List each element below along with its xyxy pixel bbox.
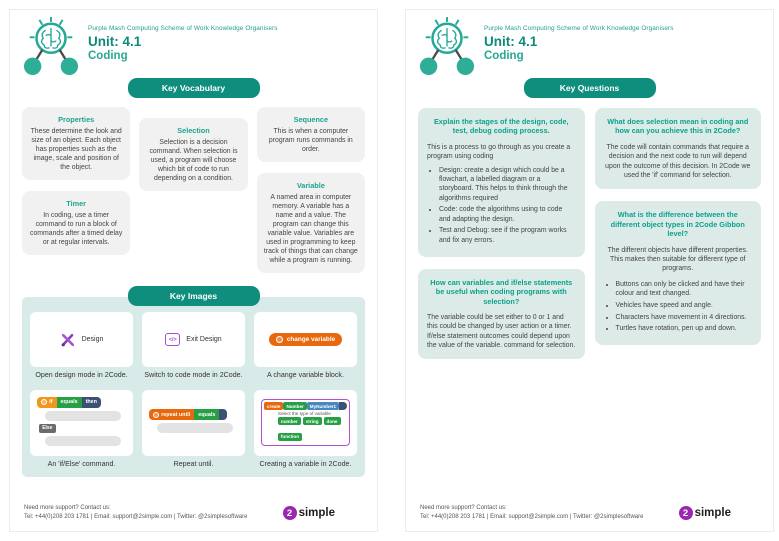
create-variable-blocks — [261, 399, 350, 446]
create-row — [264, 402, 347, 410]
page-vocabulary — [9, 9, 378, 532]
brand-line: Purple Mash Computing Scheme of Work Knowledge Organisers — [484, 25, 674, 32]
image-card-repeat — [142, 390, 245, 469]
page-questions — [405, 9, 774, 532]
support-line-1: Need more support? Contact us: — [420, 504, 507, 511]
image-card-exit-design — [142, 312, 245, 380]
key-images-heading: Key Images — [128, 286, 260, 306]
image-card-change-variable — [254, 312, 357, 380]
support-contact — [420, 504, 643, 523]
brain-logo-icon — [22, 16, 80, 76]
if-row — [37, 397, 101, 408]
image-caption: Creating a variable in 2Code. — [259, 459, 352, 468]
repeat-label: repeat until — [161, 411, 191, 418]
loop-icon — [153, 412, 159, 418]
brain-logo-icon — [418, 16, 476, 76]
dropdown-label: Select the type of variable — [277, 411, 331, 417]
empty-code-slot — [45, 411, 121, 421]
support-line-2: Tel: +44(0)208 203 1781 | Email: support@2simple.com | Twitter: @2simplesoftware — [420, 514, 644, 521]
2simple-logo-circle: 2 — [283, 506, 297, 520]
change-variable-card — [254, 312, 357, 367]
questions-column-2 — [595, 108, 762, 359]
vocab-definition: In coding, use a timer command to run a block of commands after a timed delay or at regular intervals. — [30, 211, 123, 247]
2simple-logo — [679, 506, 731, 520]
vocabulary-grid — [22, 107, 365, 273]
vocab-term: Sequence — [293, 115, 329, 124]
key-images-section — [22, 286, 365, 476]
image-card-design — [30, 312, 133, 380]
page-footer — [418, 504, 761, 525]
if-block — [37, 397, 56, 408]
vocab-term: Variable — [296, 180, 325, 190]
vocab-definition: These determine the look and size of an object. Each object has properties such as the image, scale and position of the object. — [30, 127, 122, 172]
question-card-variables-ifelse — [418, 269, 585, 360]
gear-icon — [41, 399, 47, 405]
create-variable-card — [254, 390, 357, 456]
gear-icon — [276, 336, 283, 343]
image-caption: Repeat until. — [173, 459, 214, 468]
key-questions-heading: Key Questions — [524, 78, 656, 98]
image-caption: Switch to code mode in 2Code. — [144, 371, 243, 380]
vocab-definition: A named area in computer memory. A variable has a name and a value. The program can change this variable value. Variables are used in programming to keep track of things that can change while a program is running. — [263, 193, 358, 265]
questions-grid — [418, 108, 761, 359]
question-card-selection — [595, 108, 762, 189]
repeat-card — [142, 390, 245, 456]
question-body: The variable could be set either to 0 or 1 and this could be changed by user action or a timer. If/else statement outcomes could depend upon the value of the variable. command for selection. — [427, 314, 576, 349]
vocab-column-1 — [22, 107, 130, 273]
vocab-definition: Selection is a decision command. When selection is used, a program will choose which bit of code to run depending on a condition. — [149, 138, 238, 183]
2simple-logo-word: simple — [694, 507, 731, 520]
question-title: How can variables and if/else statements be useful when coding programs with selection? — [430, 277, 573, 306]
question-title: What is the difference between the different object types in 2Code Gibbon level? — [610, 210, 745, 239]
question-card-design-process — [418, 108, 585, 257]
code-brackets-icon: </> — [165, 333, 180, 346]
support-line-1: Need more support? Contact us: — [24, 504, 111, 511]
exit-design-card — [142, 312, 245, 367]
vocab-term: Properties — [58, 115, 95, 124]
bullet-item: • Characters have movement in 4 directions. — [616, 313, 753, 322]
bullet-item: • Vehicles have speed and angle. — [616, 301, 753, 310]
repeat-blocks — [149, 409, 238, 436]
bullet-item: • Test and Debug: see if the program works and fix any errors. — [439, 226, 576, 245]
image-caption: An 'if/Else' command. — [47, 459, 116, 468]
vocab-card-selection — [139, 118, 247, 191]
image-caption: Open design mode in 2Code. — [35, 371, 128, 380]
vocab-definition: This is when a computer program runs commands in order. — [268, 127, 353, 153]
bullet-item: • Design: create a design which could be a flowchart, a labelled diagram or a storyboard. This helps to think through the algorithms required — [439, 166, 576, 203]
design-label: Design — [81, 336, 104, 344]
option-number: number — [278, 417, 301, 425]
then-block: then — [82, 397, 101, 408]
vocab-card-sequence — [257, 107, 365, 162]
2simple-logo-word: simple — [298, 507, 335, 520]
if-else-blocks — [37, 397, 126, 449]
if-else-card — [30, 390, 133, 456]
image-card-if-else — [30, 390, 133, 469]
image-caption: A change variable block. — [267, 371, 344, 380]
question-card-object-types — [595, 201, 762, 345]
bullet-item: • Code: code the algorithms using to code and adapting the design. — [439, 205, 576, 224]
vocab-column-3 — [257, 107, 365, 273]
design-mode-card — [30, 312, 133, 367]
create-block: create — [264, 402, 284, 410]
support-contact — [24, 504, 247, 523]
question-title: What does selection mean in coding and how can you achieve this in 2Code? — [607, 117, 749, 136]
dropdown-options-row — [278, 417, 347, 425]
2simple-logo — [283, 506, 335, 520]
page-footer — [22, 504, 365, 525]
change-variable-block — [269, 333, 342, 346]
option-string: string — [303, 417, 322, 425]
2simple-logo-circle: 2 — [679, 506, 693, 520]
if-label: if — [49, 399, 53, 406]
repeat-row — [149, 409, 227, 420]
unit-title: Unit: 4.1 — [88, 34, 142, 49]
block-end-cap — [339, 402, 347, 410]
image-card-create-variable — [254, 390, 357, 469]
page-header — [22, 16, 365, 76]
bullet-item: • Turtles have rotation, pen up and down. — [616, 324, 753, 333]
design-pencil-icon — [60, 332, 76, 348]
bullet-item: • Buttons can only be clicked and have their colour and text changed. — [616, 280, 753, 299]
equals-block: equals — [57, 397, 82, 408]
variable-name-block: MyNumber1 — [307, 402, 339, 410]
unit-title: Unit: 4.1 — [484, 34, 538, 49]
question-bullet-list — [439, 166, 576, 246]
else-block: Else — [39, 424, 55, 433]
vocab-card-variable — [257, 173, 365, 274]
header-text — [88, 25, 278, 62]
key-images-grid — [30, 312, 357, 468]
empty-code-slot — [45, 436, 121, 446]
question-title: Explain the stages of the design, code, test, debug coding process. — [433, 117, 569, 136]
brand-line: Purple Mash Computing Scheme of Work Knowledge Organisers — [88, 25, 278, 32]
question-intro: The different objects have different properties. This makes then suitable for different type of programs. — [607, 246, 748, 273]
empty-code-slot — [157, 423, 233, 433]
option-done: done — [324, 417, 341, 425]
equals-block: equals — [194, 409, 219, 420]
exit-design-label: Exit Design — [186, 336, 222, 344]
vocab-card-properties — [22, 107, 130, 180]
key-images-panel — [22, 297, 365, 476]
page-header — [418, 16, 761, 76]
vocab-term: Timer — [66, 199, 87, 209]
change-variable-label: change variable — [286, 336, 336, 344]
key-vocabulary-heading: Key Vocabulary — [128, 78, 260, 98]
repeat-until-block — [149, 409, 194, 420]
header-text — [484, 25, 674, 62]
vocab-column-2 — [139, 118, 247, 273]
question-intro: This is a process to go through as you create a program using coding — [427, 143, 571, 161]
type-block: Number — [283, 402, 306, 410]
vocab-term: Selection — [177, 126, 210, 135]
question-bullet-list — [616, 280, 753, 334]
exit-design-button — [165, 333, 221, 346]
design-button — [60, 332, 104, 348]
unit-subtitle: Coding — [88, 50, 128, 62]
option-function: function — [278, 433, 302, 441]
questions-column-1 — [418, 108, 585, 359]
variable-type-dropdown — [278, 411, 347, 443]
block-end-cap — [219, 409, 227, 420]
vocab-card-timer — [22, 191, 130, 255]
support-line-2: Tel: +44(0)208 203 1781 | Email: support@2simple.com | Twitter: @2simplesoftware — [24, 514, 248, 521]
unit-subtitle: Coding — [484, 50, 524, 62]
question-body: The code will contain commands that require a decision and the next code to run will depend upon the outcome of this decision. In 2Code we used the 'if' command for selection. — [605, 143, 751, 179]
